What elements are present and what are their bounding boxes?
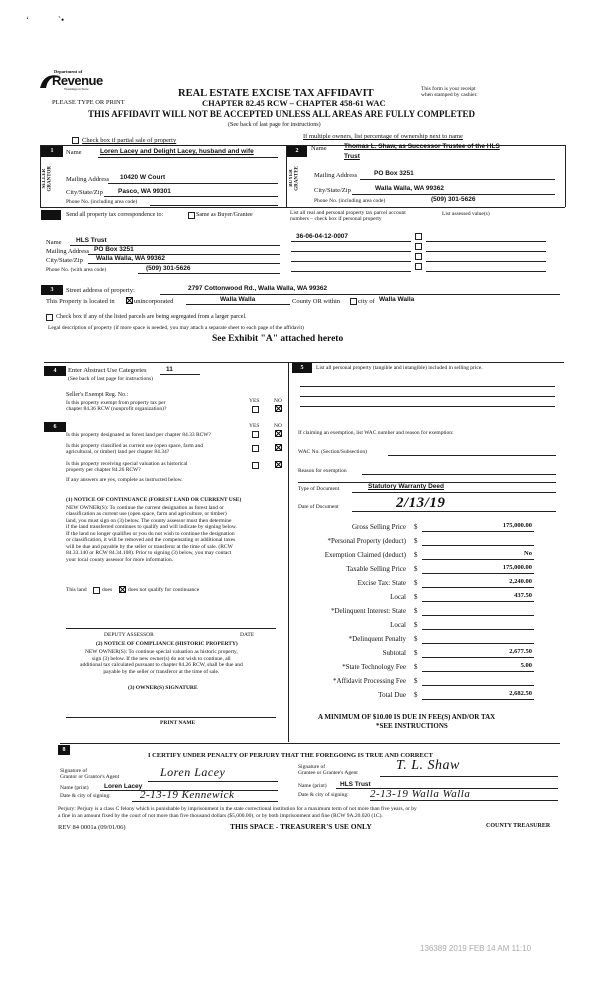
grantee-name-label: Name (print) <box>298 783 327 789</box>
owner-signature-label: (3) OWNER(S) SIGNATURE <box>128 685 198 691</box>
section-3-tab: 3 <box>41 285 63 295</box>
partial-sale-label: Check box if partial sale of property <box>82 137 177 144</box>
form-revision: REV 84 0001a (09/01/06) <box>58 824 126 831</box>
notice-2-title: (2) NOTICE OF COMPLIANCE (HISTORIC PROPERTY) <box>96 641 238 647</box>
qualify-does-not-checkbox[interactable] <box>119 586 125 592</box>
street-label: Street address of property: <box>66 287 135 294</box>
legal-desc-label: Legal description of property (if more space is needed, you may attach a separate sheet to each page of the affidavit) <box>48 325 304 331</box>
excise-state-label: Excise Tax: State <box>357 579 406 587</box>
taxable-value[interactable]: 175,000.00 <box>502 564 532 571</box>
doc-date-label: Date of Document <box>298 504 339 510</box>
abstract-use-label: Enter Abstract Use Categories <box>68 367 147 374</box>
answers-note: If any answers are yes, complete as instructed below. <box>66 477 183 483</box>
grantee-name-value[interactable]: HLS Trust <box>340 781 371 788</box>
partial-sale-checkbox[interactable] <box>72 137 79 144</box>
current-use-no-checkbox[interactable] <box>275 444 281 450</box>
parcels-label: List all real and personal property tax parcel account numbers – check box if personal property <box>290 210 406 223</box>
forest-yes-checkbox[interactable] <box>252 431 259 438</box>
parcel-4-checkbox[interactable] <box>415 263 422 270</box>
correspondence-label: Send all property tax correspondence to: <box>66 212 164 218</box>
parcel-1-checkbox[interactable] <box>415 233 422 240</box>
see-instructions: *SEE INSTRUCTIONS <box>376 722 448 730</box>
section-8-tab: 8 <box>58 745 70 755</box>
section-1-tab: 1 <box>41 146 63 157</box>
qualify-b: does <box>102 587 113 593</box>
receipt-note: This form is your receipt when stamped by cashier. <box>421 86 478 99</box>
same-as-buyer-label: Same as Buyer/Grantee <box>196 212 253 218</box>
subtotal-value[interactable]: 2,677.50 <box>509 648 532 655</box>
form-title: REAL ESTATE EXCISE TAX AFFIDAVIT <box>178 88 374 99</box>
penalty-label: *Delinquent Penalty <box>348 635 406 643</box>
grantee-date-label: Date & city of signing: <box>298 792 349 798</box>
buyer-city-value[interactable]: Walla Walla, WA 99362 <box>375 185 444 192</box>
qualify-a: This land <box>66 587 87 593</box>
gross-value[interactable]: 175,000.00 <box>502 522 532 529</box>
corr-name-label: Name <box>46 239 62 246</box>
unincorporated-label: unincorporated <box>134 298 174 305</box>
treasurer-space: THIS SPACE - TREASURER'S USE ONLY <box>230 822 372 831</box>
section-6-tab: 6 <box>44 422 66 432</box>
exempt-label: Exemption Claimed (deduct) <box>324 551 406 559</box>
corr-name-value[interactable]: HLS Trust <box>76 237 107 244</box>
corr-city-label: City/State/Zip <box>46 257 83 264</box>
no-header-6: NO <box>274 423 282 429</box>
subtotal-label: Subtotal <box>382 649 406 657</box>
buyer-name-label: Name <box>311 145 327 152</box>
same-as-buyer-checkbox[interactable] <box>188 212 195 219</box>
grantor-sig-label: Signature of Grantor or Grantor's Agent <box>60 768 120 781</box>
exempt-question: Is this property exempt from property tax per chapter 84.36 RCW (nonprofit organization)? <box>66 400 167 413</box>
grantee-date-value[interactable]: 2-13-19 Walla Walla <box>370 788 471 800</box>
street-value[interactable]: 2797 Cottonwood Rd., Walla Walla, WA 99362 <box>188 285 328 292</box>
exemption-claim-label: If claiming an exemption, list WAC number and reason for exemption: <box>298 430 454 436</box>
revenue-logo <box>38 69 103 94</box>
please-type: PLEASE TYPE OR PRINT <box>52 99 125 106</box>
dollar-sign: $ <box>414 607 418 615</box>
city-of-label: city of <box>358 298 375 305</box>
multiple-owners-label: If multiple owners, list percentage of ownership next to name <box>303 133 463 140</box>
taxable-label: Taxable Selling Price <box>346 565 406 573</box>
seller-side-label: SELLER GRANTOR <box>42 166 53 192</box>
buyer-side-label: BUYER GRANTEE <box>289 166 300 191</box>
dollar-sign: $ <box>414 579 418 587</box>
abstract-use-value[interactable]: 11 <box>166 366 173 373</box>
total-value[interactable]: 2,682.50 <box>509 690 532 697</box>
notice-1-title: (1) NOTICE OF CONTINUANCE (FOREST LAND OR CURRENT USE) <box>66 497 242 503</box>
buyer-mailing-label: Mailing Address <box>314 172 358 179</box>
corr-mailing-value[interactable]: PO Box 3251 <box>94 246 134 253</box>
seller-name-value[interactable]: Loren Lacey and Delight Lacey, husband and wife <box>100 148 254 155</box>
grantor-date-value[interactable]: 2-13-19 Kennewick <box>140 789 235 801</box>
city-value[interactable]: Walla Walla <box>379 296 415 303</box>
current-use-question: Is this property classified as current use (open space, farm and agricultural, or timber) land per chapter 84.34? <box>66 443 203 456</box>
grantor-name-value[interactable]: Loren Lacey <box>104 783 143 790</box>
qualify-does-checkbox[interactable] <box>93 587 100 594</box>
tech-value[interactable]: 5.00 <box>520 662 532 669</box>
seller-city-label: City/State/Zip <box>66 189 103 196</box>
logo-state: Washington State <box>64 87 89 91</box>
dollar-sign: $ <box>414 663 418 671</box>
county-treasurer: COUNTY TREASURER <box>486 823 551 829</box>
excise-state-value[interactable]: 2,240.00 <box>509 578 532 585</box>
print-name-label: PRINT NAME <box>160 720 196 726</box>
exempt-value[interactable]: No <box>524 550 532 557</box>
doc-type-label: Type of Document <box>298 486 340 492</box>
wac-label: WAC No. (Section/Subsection) <box>298 449 367 455</box>
notice-2-body: NEW OWNER(S): To continue special valuation as historic property, sign (3) below. If the new owner(s) do not wish to continue, all additional tax calculated pursuant to chapter 84.26 RCW, shall be due and payable by the seller or transferor at the time of sale. <box>80 649 243 675</box>
corr-phone-label: Phone No. (with area code) <box>46 267 107 273</box>
receipt-stamp: 136389 2019 FEB 14 AM 11:10 <box>420 944 532 953</box>
grantee-signature[interactable]: T. L. Shaw <box>396 758 460 773</box>
assessed-label: List assessed value(s) <box>442 211 490 217</box>
seller-city-value[interactable]: Pasco, WA 99301 <box>118 188 171 195</box>
current-use-yes-checkbox[interactable] <box>252 445 259 452</box>
see-back: (See back of last page for instructions) <box>228 122 321 128</box>
corr-phone-value[interactable]: (509) 301-5626 <box>146 265 191 272</box>
forest-question: Is this property designated as forest land per chapter 84.33 RCW? <box>66 432 211 438</box>
deputy-assessor-label: DEPUTY ASSESSOR <box>104 632 154 638</box>
dollar-sign: $ <box>414 621 418 629</box>
corr-mailing-label: Mailing Address <box>46 248 90 255</box>
segregated-label: Check box if any of the listed parcels are being segregated from a larger parcel. <box>56 314 247 320</box>
dollar-sign: $ <box>414 635 418 643</box>
parcel-number[interactable]: 36-06-04-12-0007 <box>296 233 349 240</box>
perjury-statement: Perjury: Perjury is a class C felony which is punishable by imprisonment in the state correctional institution for a maximum term of not more than five years, or by a fine in an amount fixed by the court of not more than five thousand dollars ($5,000.00), or by both imprisonment and fine (RCW 9A.20.020 (1C). <box>58 806 417 819</box>
grantor-date-label: Date & city of signing: <box>60 793 111 799</box>
delinq-state-label: *Delinquent Interest: State <box>330 607 406 615</box>
personal-property-label: List all personal property (tangible and intangible) included in selling price. <box>316 365 483 371</box>
delinq-local-label: Local <box>390 621 406 629</box>
dollar-sign: $ <box>414 523 418 531</box>
historic-yes-checkbox[interactable] <box>252 462 259 469</box>
affidavit-fee-label: *Affidavit Processing Fee <box>333 677 406 685</box>
scan-mark: ‘ <box>26 15 29 25</box>
local-value[interactable]: 437.50 <box>514 592 532 599</box>
buyer-phone-label: Phone No. (including area code) <box>314 198 386 204</box>
exempt-no-checkbox[interactable] <box>275 405 281 411</box>
dollar-sign: $ <box>414 677 418 685</box>
corr-city-value[interactable]: Walla Walla, WA 99362 <box>96 255 165 262</box>
county-label: County OR within <box>292 298 341 305</box>
parcel-3-checkbox[interactable] <box>415 253 422 260</box>
segregated-checkbox[interactable] <box>46 314 53 321</box>
exhibit-reference: See Exhibit "A" attached hereto <box>212 334 344 344</box>
qualify-c: does not qualify for continuance <box>128 587 200 593</box>
buyer-name-value-1[interactable]: Thomas L. Shaw, as Successor Trustee of the HLS <box>344 143 500 150</box>
total-label: Total Due <box>378 691 406 699</box>
historic-no-checkbox[interactable] <box>275 461 281 467</box>
grantor-signature[interactable]: Loren Lacey <box>160 765 226 779</box>
dollar-sign: $ <box>414 691 418 699</box>
parcel-2-checkbox[interactable] <box>415 243 422 250</box>
buyer-phone-value[interactable]: (509) 301-5626 <box>431 196 476 203</box>
section-5-tab: 5 <box>292 363 312 373</box>
logo-dept: Department of <box>54 69 83 74</box>
minimum-notice: A MINIMUM OF $10.00 IS DUE IN FEE(S) AND/OR TAX <box>318 713 496 721</box>
buyer-mailing-value[interactable]: PO Box 3251 <box>374 170 414 177</box>
doc-date-value[interactable]: 2/13/19 <box>396 495 446 511</box>
correspondence-tab <box>41 210 61 220</box>
dollar-sign: $ <box>414 565 418 573</box>
certify-statement: I CERTIFY UNDER PENALTY OF PERJURY THAT THE FOREGOING IS TRUE AND CORRECT <box>148 752 433 759</box>
gross-label: Gross Selling Price <box>351 523 406 531</box>
historic-question: Is this property receiving special valuation as historical property per chapter 84.26 RCW? <box>66 461 188 474</box>
abstract-see-back: (See back of last page for instructions) <box>68 376 153 382</box>
county-value[interactable]: Walla Walla <box>220 296 256 303</box>
personal-label: *Personal Property (deduct) <box>327 537 406 545</box>
doc-type-value[interactable]: Statutory Warranty Deed <box>368 483 444 490</box>
buyer-city-label: City/State/Zip <box>314 187 351 194</box>
within-city-checkbox[interactable] <box>350 298 357 305</box>
dollar-sign: $ <box>414 551 418 559</box>
notice-1-body: NEW OWNER(S): To continue the current designation as forest land or classification as current use (open space, farm and agriculture, or timber) land, you must sign on (3) below. The county assessor must then determine if the land transferred continues to qualify and will indicate by signing below. If the land no longer qualifies or you do not wish to continue the designation or classification, it will be removed and the compensating or additional taxes will be due and payable by the seller or transferor at the time of sale. (RCW 84.33.140 or RCW 84.34.108). Prior to signing (3) below, you may contact your local county assessor for more information. <box>66 505 237 563</box>
grantee-sig-label: Signature of Grantee or Grantee's Agent <box>298 764 358 777</box>
dollar-sign: $ <box>414 593 418 601</box>
forest-no-checkbox[interactable] <box>275 430 281 436</box>
grantor-name-label: Name (print) <box>60 785 89 791</box>
logo-revenue: Revenue <box>52 73 103 88</box>
yes-header-6: YES <box>249 423 260 429</box>
section-2-tab: 2 <box>287 146 307 157</box>
exempt-reg-label: Seller's Exempt Reg. No.: <box>66 392 129 398</box>
warning-line: THIS AFFIDAVIT WILL NOT BE ACCEPTED UNLESS ALL AREAS ARE FULLY COMPLETED <box>88 109 476 119</box>
located-label: This Property is located in <box>46 298 115 305</box>
reason-label: Reason for exemption <box>298 468 347 474</box>
seller-name-label: Name <box>66 149 82 156</box>
dollar-sign: $ <box>414 649 418 657</box>
dollar-sign: $ <box>414 537 418 545</box>
scan-mark: `• <box>58 15 65 25</box>
unincorporated-checkbox[interactable] <box>126 297 132 303</box>
section-4-tab: 4 <box>44 366 66 376</box>
local-label: Local <box>390 593 406 601</box>
yes-header: YES <box>249 398 260 404</box>
tech-label: *State Technology Fee <box>342 663 406 671</box>
exempt-yes-checkbox[interactable] <box>252 406 259 413</box>
seller-mailing-label: Mailing Address <box>66 176 110 183</box>
date-label: DATE <box>240 632 255 638</box>
seller-phone-label: Phone No. (including area code) <box>66 199 138 205</box>
buyer-name-value-2[interactable]: Trust <box>344 153 360 160</box>
seller-mailing-value[interactable]: 10420 W Court <box>120 174 166 181</box>
chapter-line: CHAPTER 82.45 RCW – CHAPTER 458-61 WAC <box>202 98 386 108</box>
no-header: NO <box>274 398 282 404</box>
